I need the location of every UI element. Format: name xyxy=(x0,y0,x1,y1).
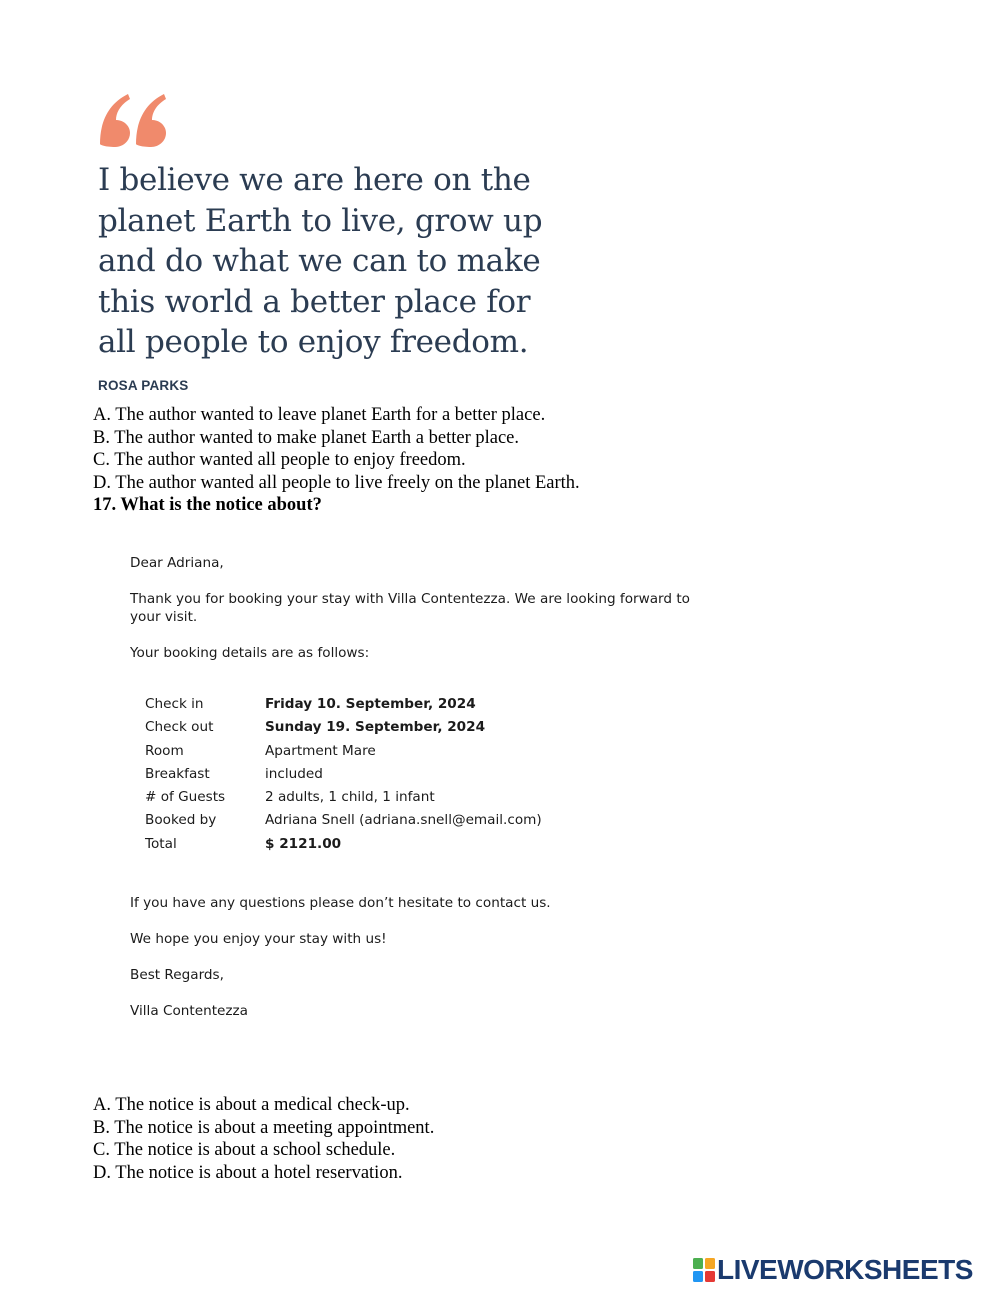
booking-row xyxy=(145,716,542,739)
booking-row xyxy=(145,740,542,763)
option-d[interactable]: D. The author wanted all people to live freely on the planet Earth. xyxy=(93,472,580,493)
booking-label: Breakfast xyxy=(145,765,210,782)
booking-row xyxy=(145,786,542,809)
booking-row xyxy=(145,763,542,786)
booking-row xyxy=(145,833,542,856)
booking-value: 2 adults, 1 child, 1 infant xyxy=(265,789,435,806)
quote-author: ROSA PARKS xyxy=(98,378,189,393)
option-b[interactable]: B. The notice is about a meeting appointment. xyxy=(93,1117,435,1138)
option-a[interactable]: A. The author wanted to leave planet Earth for a better place. xyxy=(93,405,546,425)
booking-value: Friday 10. September, 2024 xyxy=(265,696,476,712)
booking-label: Check in xyxy=(145,696,204,712)
option-c[interactable]: C. The author wanted all people to enjoy freedom. xyxy=(93,450,466,471)
question-17-title: 17. What is the notice about? xyxy=(93,495,322,515)
booking-details-table xyxy=(145,693,542,856)
booking-value: Apartment Mare xyxy=(265,742,376,759)
booking-label: Booked by xyxy=(145,812,217,829)
option-b[interactable]: B. The author wanted to make planet Earth a better place. xyxy=(93,427,520,448)
booking-value: Adriana Snell (adriana.snell@email.com) xyxy=(265,812,542,829)
liveworksheets-logo-icon xyxy=(693,1258,715,1282)
quote-mark-icon xyxy=(96,86,176,156)
notice-thanks: Thank you for booking your stay with Villa Contentezza. We are looking forward to your visit. xyxy=(130,591,690,625)
notice-signature: Villa Contentezza xyxy=(130,1003,249,1019)
booking-label: Room xyxy=(145,742,184,759)
notice-regards: Best Regards, xyxy=(130,967,224,983)
booking-value: $ 2121.00 xyxy=(265,835,342,852)
notice-hope: We hope you enjoy your stay with us! xyxy=(130,931,387,947)
booking-row xyxy=(145,693,542,716)
logo-text: LIVEWORKSHEETS xyxy=(717,1254,973,1285)
booking-label: Total xyxy=(145,835,177,852)
option-a[interactable]: A. The notice is about a medical check-up. xyxy=(93,1095,410,1115)
question-17-options xyxy=(93,1094,434,1184)
booking-value: included xyxy=(265,765,323,782)
question-16-options xyxy=(93,404,580,494)
booking-label: # of Guests xyxy=(145,789,226,806)
liveworksheets-logo xyxy=(693,1255,973,1285)
notice-details-intro: Your booking details are as follows: xyxy=(130,645,370,661)
booking-label: Check out xyxy=(145,719,214,736)
booking-row xyxy=(145,809,542,832)
quote-text: I believe we are here on the planet Earth to live, grow up and do what we can to make this world a better place for all people to enjoy freedom. xyxy=(98,162,543,361)
notice-greeting: Dear Adriana, xyxy=(130,555,224,571)
notice-questions: If you have any questions please don’t hesitate to contact us. xyxy=(130,895,551,911)
option-d[interactable]: D. The notice is about a hotel reservation. xyxy=(93,1162,403,1183)
booking-value: Sunday 19. September, 2024 xyxy=(265,719,486,736)
option-c[interactable]: C. The notice is about a school schedule. xyxy=(93,1140,396,1161)
